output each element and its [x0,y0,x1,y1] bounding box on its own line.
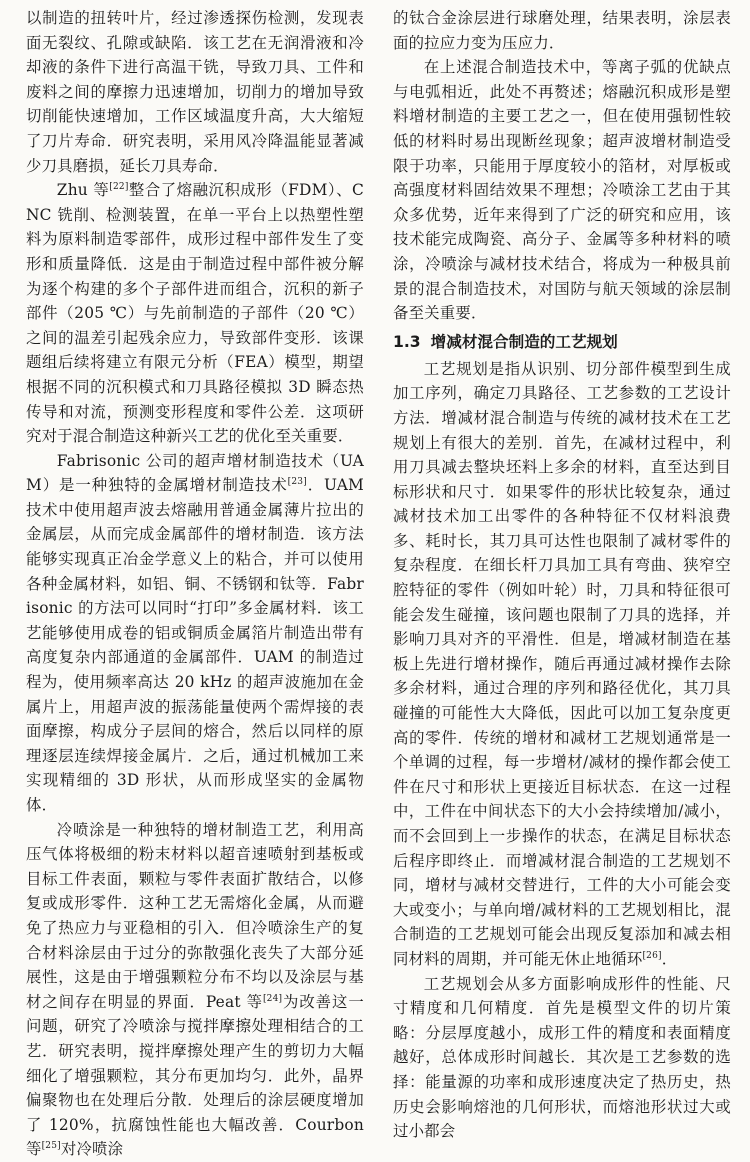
citation-25: [25] [41,1141,61,1152]
paragraph-cold-spray: 冷喷涂是一种独特的增材制造工艺，利用高压气体将极细的粉末材料以超音速喷射到基板或目标工件表面，颗粒与零件表面扩散结合，以修复或成形零件．这种工艺无需熔化金属，从而避免了热应力与亚稳相的引入．但冷喷涂生产的复合材料涂层由于过分的弥散强化丧失了大部分延展性，这是由于增强颗粒分布不均以及涂层与基材之间存在明显的界面．Peat 等[24]为改善这一问题，研究了冷喷涂与搅拌摩擦处理相结合的工艺．研究表明，搅拌摩擦处理产生的剪切力大幅细化了增强颗粒，其分布更加均匀．此外，晶界偏聚物也在处理后分散．处理后的涂层硬度增加了 120%，抗腐蚀性能也大幅改善．Courbon 等[25]对冷喷涂 [26,820,364,1159]
section-heading [393,331,731,353]
left-column [26,6,364,1162]
paragraph-process-planning: 工艺规划是指从识别、切分部件模型到生成加工序列，确定刀具路径、工艺参数的工艺设计方法．增减材混合制造与传统的减材技术在工艺规划上有很大的差别．首先，在减材过程中，利用刀具减去整块坯料上多余的材料，直至达到目标形状和尺寸．如果零件的形状比较复杂，通过减材技术加工出零件的各种特征不仅材料浪费多、耗时长，其刀具可达性也限制了减材零件的复杂程度．在细长杆刀具加工具有弯曲、狭窄空腔特征的零件（例如叶轮）时，刀具和特征很可能会发生碰撞，该问题也限制了刀具的选择，并影响刀具对齐的平滑性．但是，增减材制造在基板上先进行增材操作，随后再通过减材操作去除多余材料，通过合理的序列和路径优化，其刀具碰撞的可能性大大降低，因此可以加工复杂度更高的零件．传统的增材和减材工艺规划通常是一个单调的过程，每一步增材/减材的操作都会使工件在尺寸和形状上更接近目标状态．在这一过程中，工件在中间状态下的大小会持续增加/减小，而不会回到上一步操作的状态，在满足目标状态后程序即终止．而增减材混合制造的工艺规划不同，增材与减材交替进行，工件的大小可能会变大或变小；与单向增/减材料的工艺规划相比，混合制造的工艺规划可能会出现反复添加和减去相同材料的周期，并可能无休止地循环[26]． [393,359,731,968]
citation-23: [23] [287,477,307,488]
paragraph-fabrisonic: Fabrisonic 公司的超声增材制造技术（UAM）是一种独特的金属增材制造技术[23]．UAM 技术中使用超声波去熔融用普通金属薄片拉出的金属层，从而完成金属部件的增材制造．该方法能够实现真正冶金学意义上的粘合，并可以使用各种金属材料，如铝、铜、不锈钢和钛等．Fabrisonic 的方法可以同时“打印”多金属材料．该工艺能够使用成卷的铝或铜质金属箔片制造出带有高度复杂内部通道的金属部件．UAM 的制造过程为，使用频率高达 20 kHz 的超声波施加在金属片上，用超声波的振荡能量使两个需焊接的表面摩擦，构成分子层间的熔合，然后以同样的原理逐层连续焊接金属片．之后，通过机械加工来实现精细的 3D 形状，从而形成坚实的金属物体． [26,451,364,814]
citation-22: [22] [109,182,129,193]
section-number: 1.3 [393,332,421,351]
paragraph-forming-performance: 工艺规划会从多方面影响成形件的性能、尺寸精度和几何精度．首先是模型文件的切片策略：分层厚度越小，成形工件的精度和表面精度越好，总体成形时间越长．其次是工艺参数的选择：能量源的功率和成形速度决定了热历史，热历史会影响熔池的几何形状，而熔池形状过大或过小都会 [393,974,731,1141]
paragraph-summary: 在上述混合制造技术中，等离子弧的优缺点与电弧相近，此处不再赘述；熔融沉积成形是塑料增材制造的主要工艺之一，但在使用强韧性较低的材料时易出现断丝现象；超声波增材制造受限于功率，只能用于厚度较小的箔材，对厚板或高强度材料固结效果不理想；冷喷涂工艺由于其众多优势，近年来得到了广泛的研究和应用，该技术能完成陶瓷、高分子、金属等多种材料的喷涂，冷喷涂与减材技术结合，将成为一种极具前景的混合制造技术，对国防与航天领域的涂层制备至关重要． [393,58,731,323]
paragraph-continuation-right: 的钛合金涂层进行球磨处理，结果表明，涂层表面的拉应力变为压应力． [393,9,731,52]
paragraph-zhu: Zhu 等[22]整合了熔融沉积成形（FDM）、CNC 铣削、检测装置，在单一平台上以热塑性塑料为原料制造零部件，成形过程中部件发生了变形和质量降低．这是由于制造过程中部件被分解为逐个构建的多个子部件进而组合，沉积的新子部件（205 ℃）与先前制造的子部件（20 ℃）之间的温差引起残余应力，导致部件变形．该课题组后续将建立有限元分析（FEA）模型，期望根据不同的沉积模式和刀具路径模拟 3D 瞬态热传导和对流，预测变形程度和零件公差．这项研究对于混合制造这种新兴工艺的优化至关重要． [26,181,364,446]
paragraph-continuation: 以制造的扭转叶片，经过渗透探伤检测，发现表面无裂纹、孔隙或缺陷．该工艺在无润滑液和冷却液的条件下进行高温干铣，导致刀具、工件和废料之间的摩擦力迅速增加，切削力的增加导致切削能快速增加，工作区域温度升高，大大缩短了刀片寿命．研究表明，采用风冷降温能显著减少刀具磨损，延长刀具寿命． [26,9,364,175]
citation-24: [24] [262,993,283,1004]
citation-26: [26] [642,950,662,961]
section-title: 增减材混合制造的工艺规划 [430,332,618,351]
right-column [393,6,731,1144]
